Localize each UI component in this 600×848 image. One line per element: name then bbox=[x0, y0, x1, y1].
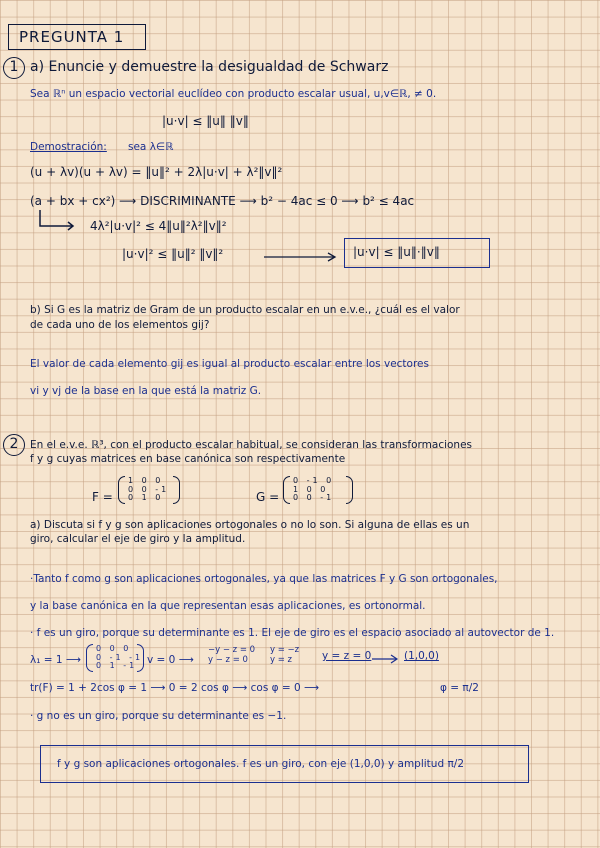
q1b-answer-2: vi y vj de la base en la que está la matriz G. bbox=[30, 385, 262, 397]
eig-solution: y = z = 0 bbox=[322, 650, 372, 662]
demo-let: sea λ∈ℝ bbox=[128, 141, 174, 153]
trace-line: tr(F) = 1 + 2cos φ = 1 ⟶ 0 = 2 cos φ ⟶ cos φ = 0 ⟶ bbox=[30, 682, 320, 694]
g-note: · g no es un giro, porque su determinante es −1. bbox=[30, 710, 287, 722]
q2a-answer-1: ·Tanto f como g son aplicaciones ortogonales, ya que las matrices F y G son ortogonales, bbox=[30, 573, 498, 585]
q1a-inequality: |u·v| ≤ ‖u‖ ‖v‖ bbox=[162, 114, 249, 128]
matrix-F-row: 0 1 0 bbox=[128, 493, 164, 503]
q2-statement-2: f y g cuyas matrices en base canónica son respectivamente bbox=[30, 453, 346, 465]
phi-value: φ = π/2 bbox=[440, 682, 479, 694]
q2-number: 2 bbox=[9, 436, 19, 452]
title-box bbox=[8, 24, 146, 50]
q1-number: 1 bbox=[9, 59, 19, 75]
eig-system-row: −y − z = 0 bbox=[208, 645, 256, 655]
demo-line-1: (u + λv)(u + λv) = ‖u‖² + 2λ|u·v| + λ²‖v‖² bbox=[30, 165, 283, 179]
demo-line-4: |u·v|² ≤ ‖u‖² ‖v‖² bbox=[122, 247, 224, 261]
eig-system-2-row: y = −z bbox=[270, 645, 300, 655]
q1b-heading-1: b) Si G es la matriz de Gram de un producto escalar en un e.v.e., ¿cuál es el valor bbox=[30, 304, 460, 316]
demo-result: |u·v| ≤ ‖u‖·‖v‖ bbox=[353, 245, 440, 259]
q1a-statement: Sea ℝⁿ un espacio vectorial euclídeo con producto escalar usual, u,v∈ℝ, ≠ 0. bbox=[30, 88, 437, 100]
q2a-heading-1: a) Discuta si f y g son aplicaciones ortogonales o no lo son. Si alguna de ellas es un bbox=[30, 519, 470, 531]
matrix-G-label: G = bbox=[256, 490, 280, 504]
demo-label: Demostración: bbox=[30, 141, 107, 153]
matrix-G-row: 0 -1 0 bbox=[293, 476, 335, 485]
eig-matrix-row: 0 1 -1 bbox=[96, 661, 138, 671]
eig-v: v = 0 ⟶ bbox=[147, 654, 194, 666]
eig-matrix-row: 0 0 0 bbox=[96, 644, 132, 653]
eig-vector: (1,0,0) bbox=[404, 650, 439, 662]
q1b-answer-1: El valor de cada elemento gij es igual al producto escalar entre los vectores bbox=[30, 358, 429, 370]
matrix-G-row: 0 0 -1 bbox=[293, 493, 335, 503]
q1b-heading-2: de cada uno de los elementos gij? bbox=[30, 319, 210, 331]
eig-system-2-row: y = z bbox=[270, 655, 293, 665]
eig-label: λ₁ = 1 ⟶ bbox=[30, 654, 81, 666]
q2a-answer-3: · f es un giro, porque su determinante es 1. El eje de giro es el espacio asociado al autovector de 1. bbox=[30, 627, 555, 639]
eig-matrix bbox=[86, 644, 144, 672]
matrix-F bbox=[118, 476, 180, 504]
q2-number-circle bbox=[3, 434, 25, 456]
demo-line-2: (a + bx + cx²) ⟶ DISCRIMINANTE ⟶ b² − 4ac ≤ 0 ⟶ b² ≤ 4ac bbox=[30, 194, 415, 208]
demo-result-box bbox=[344, 238, 490, 268]
matrix-F-row: 0 0 -1 bbox=[128, 484, 170, 494]
matrix-G bbox=[283, 476, 353, 504]
q2-statement-1: En el e.v.e. ℝ³, con el producto escalar habitual, se consideran las transformaciones bbox=[30, 439, 473, 451]
q1-number-circle bbox=[3, 57, 25, 79]
demo-line-3: 4λ²|u·v|² ≤ 4‖u‖²λ²‖v‖² bbox=[90, 219, 227, 233]
eig-matrix-row: 0 -1 -1 bbox=[96, 652, 144, 662]
matrix-F-label: F = bbox=[92, 490, 113, 504]
matrix-G-row: 1 0 0 bbox=[293, 484, 329, 494]
matrix-F-row: 1 0 0 bbox=[128, 476, 164, 485]
eig-system-row: y − z = 0 bbox=[208, 655, 248, 665]
arrow-hook-icon bbox=[38, 210, 78, 232]
arrow-right-icon bbox=[264, 252, 339, 262]
q2a-heading-2: giro, calcular el eje de giro y la amplitud. bbox=[30, 533, 246, 545]
q1a-heading: a) Enuncie y demuestre la desigualdad de Schwarz bbox=[30, 59, 389, 75]
eig-system-2 bbox=[270, 645, 299, 665]
arrow-right-icon bbox=[372, 654, 400, 664]
eig-system bbox=[208, 645, 255, 665]
final-answer: f y g son aplicaciones ortogonales. f es un giro, con eje (1,0,0) y amplitud π/2 bbox=[57, 758, 464, 770]
page-title: PREGUNTA 1 bbox=[19, 28, 125, 46]
q2a-answer-2: y la base canónica en la que representan esas aplicaciones, es ortonormal. bbox=[30, 600, 426, 612]
final-answer-box bbox=[40, 745, 529, 783]
